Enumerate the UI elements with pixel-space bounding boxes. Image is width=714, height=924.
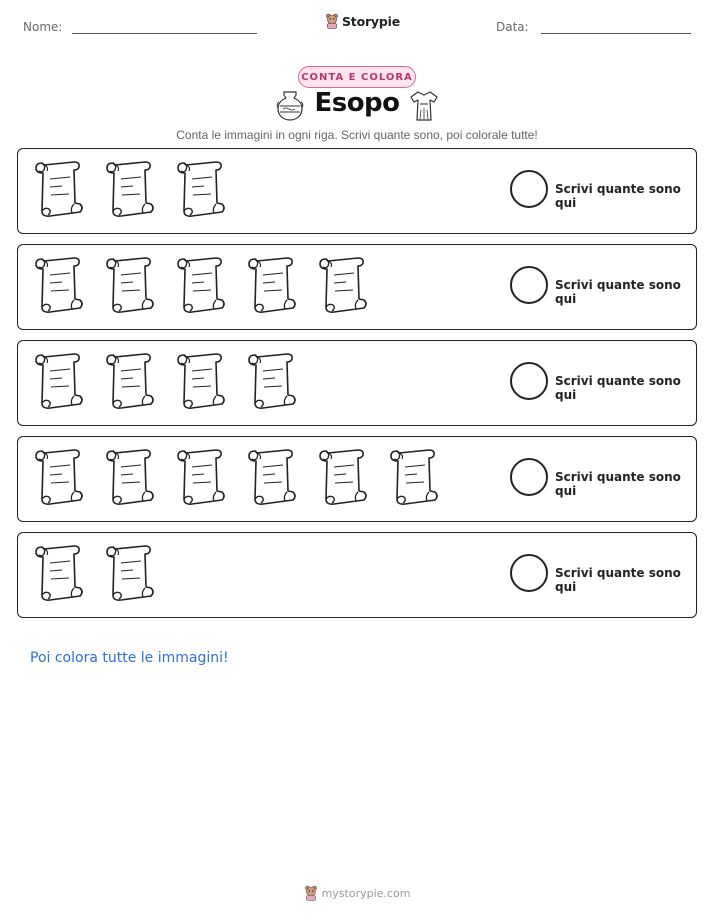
answer-label: Scrivi quante sono qui [555, 182, 681, 210]
answer-circle[interactable] [510, 362, 548, 400]
name-line[interactable] [72, 33, 257, 34]
footer-note: Poi colora tutte le immagini! [30, 650, 229, 666]
answer-label: Scrivi quante sono qui [555, 278, 681, 306]
bear-icon [325, 13, 339, 29]
counting-row [17, 436, 697, 522]
scroll-group [30, 255, 371, 315]
scroll-icon[interactable] [30, 255, 87, 315]
scroll-icon[interactable] [172, 255, 229, 315]
date-line[interactable] [541, 33, 691, 34]
counting-row [17, 148, 697, 234]
brand-name: Storypie [342, 13, 400, 29]
scroll-icon[interactable] [30, 351, 87, 411]
scroll-icon[interactable] [101, 543, 158, 603]
counting-rows [17, 148, 697, 628]
scroll-icon[interactable] [30, 447, 87, 507]
scroll-group [30, 447, 442, 507]
date-label: Data: [496, 20, 529, 34]
answer-circle[interactable] [510, 170, 548, 208]
scroll-icon[interactable] [30, 543, 87, 603]
scroll-icon[interactable] [172, 351, 229, 411]
scroll-group [30, 543, 158, 603]
answer-label: Scrivi quante sono qui [555, 566, 681, 594]
answer-circle[interactable] [510, 554, 548, 592]
instructions: Conta le immagini in ogni riga. Scrivi quante sono, poi colorale tutte! [176, 128, 538, 142]
scroll-icon[interactable] [101, 447, 158, 507]
scroll-icon[interactable] [101, 159, 158, 219]
scroll-icon[interactable] [243, 447, 300, 507]
counting-row [17, 532, 697, 618]
answer-circle[interactable] [510, 266, 548, 304]
scroll-icon[interactable] [172, 159, 229, 219]
counting-row [17, 340, 697, 426]
bear-icon [304, 885, 318, 901]
footer-site [0, 885, 714, 901]
scroll-icon[interactable] [101, 351, 158, 411]
scroll-group [30, 159, 229, 219]
answer-label: Scrivi quante sono qui [555, 374, 681, 402]
brand-logo [325, 13, 400, 29]
scroll-icon[interactable] [385, 447, 442, 507]
scroll-icon[interactable] [101, 255, 158, 315]
activity-badge: CONTA E COLORA [298, 66, 416, 88]
scroll-icon[interactable] [243, 255, 300, 315]
answer-circle[interactable] [510, 458, 548, 496]
scroll-icon[interactable] [172, 447, 229, 507]
name-label: Nome: [23, 20, 63, 34]
scroll-group [30, 351, 300, 411]
counting-row [17, 244, 697, 330]
scroll-icon[interactable] [243, 351, 300, 411]
scroll-icon[interactable] [30, 159, 87, 219]
footer-url: mystorypie.com [321, 886, 411, 900]
scroll-icon[interactable] [314, 255, 371, 315]
scroll-icon[interactable] [314, 447, 371, 507]
tunic-icon [409, 90, 439, 122]
answer-label: Scrivi quante sono qui [555, 470, 681, 498]
page-title: Esopo [314, 88, 400, 118]
